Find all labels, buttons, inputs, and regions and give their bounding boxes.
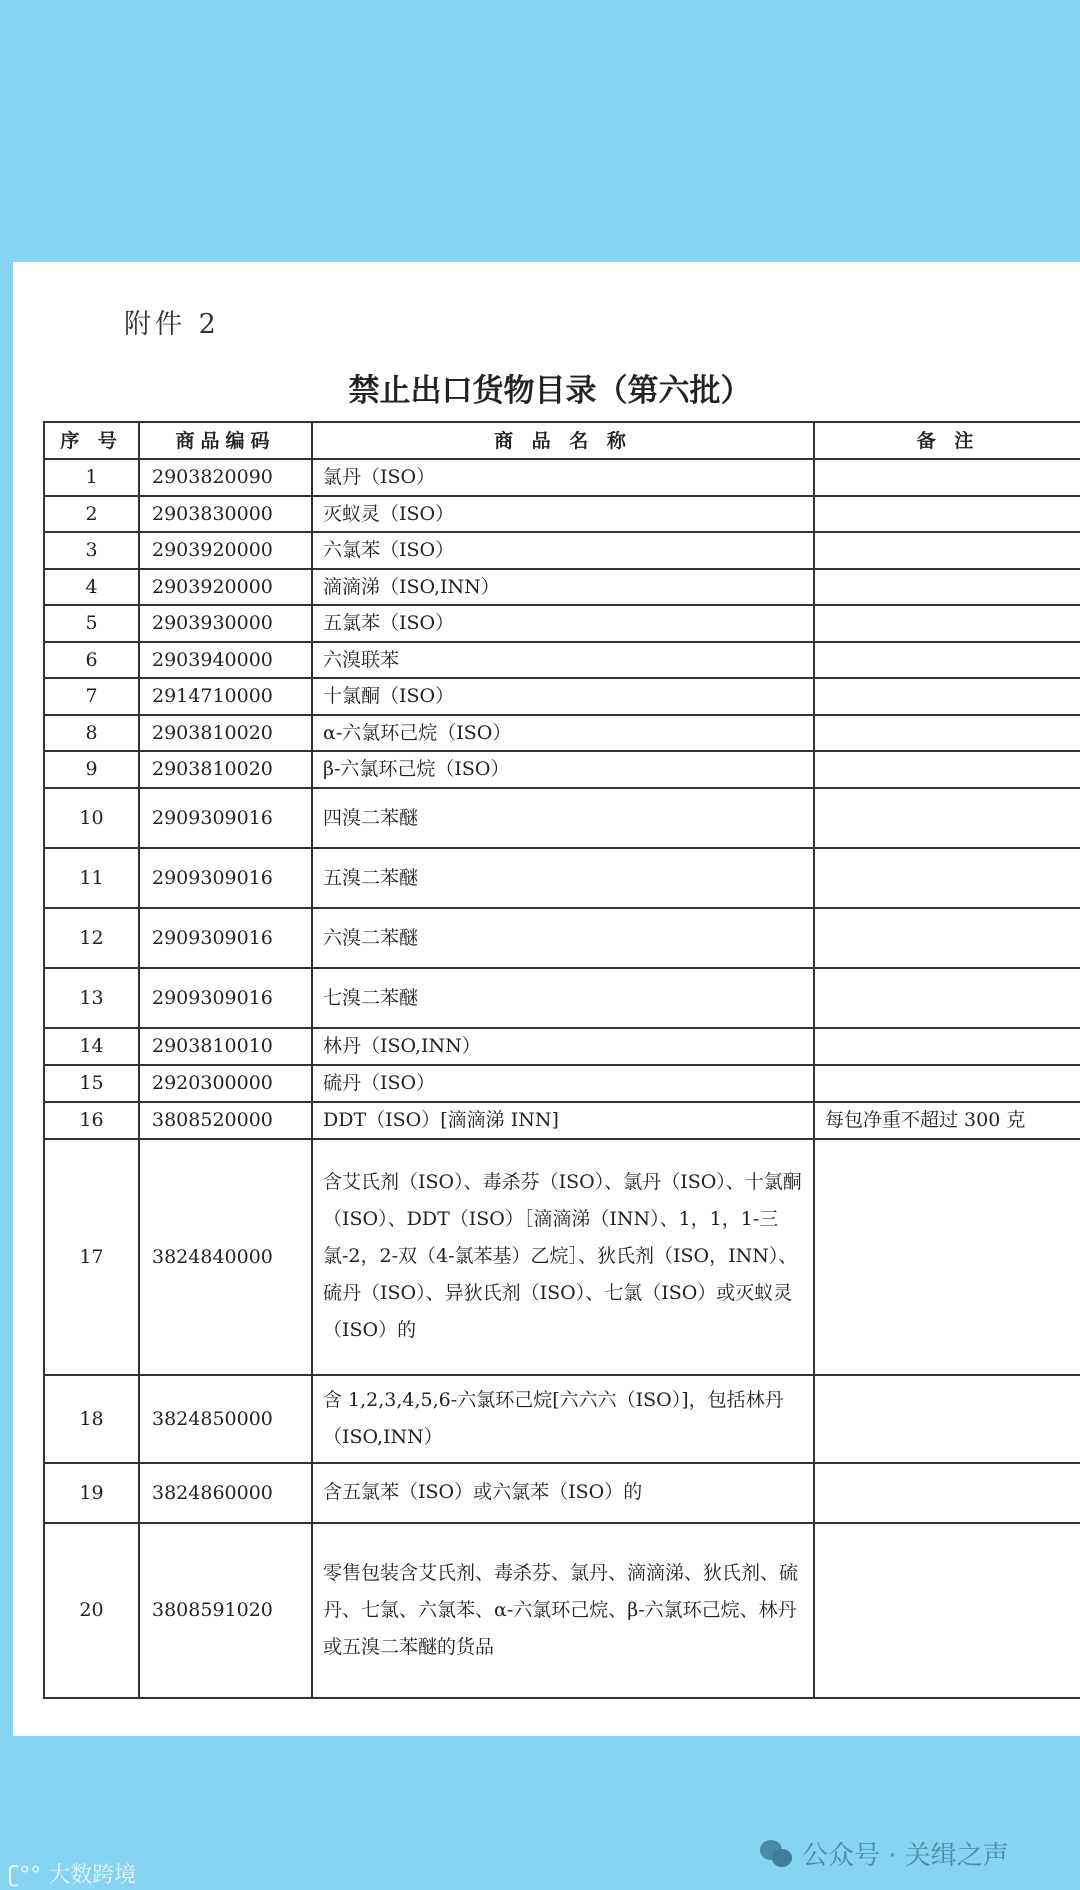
remark	[814, 496, 1080, 533]
commodity-name: 六氯苯（ISO）	[312, 532, 814, 569]
remark	[814, 1065, 1080, 1102]
row-number: 2	[44, 496, 139, 533]
row-number: 15	[44, 1065, 139, 1102]
table-row	[44, 605, 1080, 642]
commodity-code: 2903830000	[139, 496, 312, 533]
row-number: 12	[44, 908, 139, 968]
commodity-name: 含 1,2,3,4,5,6-六氯环己烷[六六六（ISO）]，包括林丹（ISO,INN）	[312, 1375, 814, 1463]
commodity-code: 3808520000	[139, 1102, 312, 1139]
watermark-right: 公众号 · 关缉之声	[760, 1835, 1009, 1872]
remark	[814, 1028, 1080, 1065]
remark	[814, 751, 1080, 788]
commodity-code: 2914710000	[139, 678, 312, 715]
row-number: 7	[44, 678, 139, 715]
table-row	[44, 1463, 1080, 1523]
table-row	[44, 532, 1080, 569]
commodity-code: 2909309016	[139, 908, 312, 968]
remark	[814, 605, 1080, 642]
attachment-label: 附件 2	[124, 309, 220, 340]
commodity-code: 3824840000	[139, 1139, 312, 1375]
row-number: 17	[44, 1139, 139, 1375]
commodity-name: 四溴二苯醚	[312, 788, 814, 848]
commodity-name: 氯丹（ISO）	[312, 459, 814, 496]
commodity-name: 滴滴涕（ISO,INN）	[312, 569, 814, 606]
remark	[814, 678, 1080, 715]
commodity-name: 零售包装含艾氏剂、毒杀芬、氯丹、滴滴涕、狄氏剂、硫丹、七氯、六氯苯、α-六氯环己烷、β-六氯环己烷、林丹或五溴二苯醚的货品	[312, 1523, 814, 1698]
commodity-name: 五溴二苯醚	[312, 848, 814, 908]
remark	[814, 569, 1080, 606]
commodity-code: 2909309016	[139, 788, 312, 848]
commodity-name: 灭蚁灵（ISO）	[312, 496, 814, 533]
table-row	[44, 848, 1080, 908]
row-number: 1	[44, 459, 139, 496]
commodity-code: 2903940000	[139, 642, 312, 679]
table-row	[44, 908, 1080, 968]
commodity-code: 2903920000	[139, 532, 312, 569]
commodity-code: 2903930000	[139, 605, 312, 642]
remark	[814, 1375, 1080, 1463]
commodity-name: 七溴二苯醚	[312, 968, 814, 1028]
table-row	[44, 1028, 1080, 1065]
table-row	[44, 496, 1080, 533]
header-name: 商 品 名 称	[312, 422, 814, 459]
table-row	[44, 1523, 1080, 1698]
commodity-name: 十氯酮（ISO）	[312, 678, 814, 715]
table-row	[44, 1375, 1080, 1463]
row-number: 6	[44, 642, 139, 679]
row-number: 19	[44, 1463, 139, 1523]
row-number: 18	[44, 1375, 139, 1463]
row-number: 4	[44, 569, 139, 606]
row-number: 10	[44, 788, 139, 848]
header-code: 商品编码	[139, 422, 312, 459]
wechat-icon	[760, 1840, 794, 1868]
table-row	[44, 788, 1080, 848]
row-number: 20	[44, 1523, 139, 1698]
table-row	[44, 459, 1080, 496]
row-number: 11	[44, 848, 139, 908]
table-row	[44, 968, 1080, 1028]
commodity-code: 2903810020	[139, 715, 312, 752]
commodity-name: 五氯苯（ISO）	[312, 605, 814, 642]
remark	[814, 908, 1080, 968]
row-number: 8	[44, 715, 139, 752]
table-row	[44, 1139, 1080, 1375]
table-row	[44, 715, 1080, 752]
row-number: 5	[44, 605, 139, 642]
header-note: 备 注	[814, 422, 1080, 459]
logo-icon: ʗ°°	[8, 1863, 49, 1888]
commodity-name: α-六氯环己烷（ISO）	[312, 715, 814, 752]
table-row	[44, 678, 1080, 715]
commodity-code: 2903810020	[139, 751, 312, 788]
row-number: 9	[44, 751, 139, 788]
commodity-name: 林丹（ISO,INN）	[312, 1028, 814, 1065]
commodity-code: 2903810010	[139, 1028, 312, 1065]
commodity-name: 含艾氏剂（ISO）、毒杀芬（ISO）、氯丹（ISO）、十氯酮（ISO）、DDT（ISO）［滴滴涕（INN）、1，1，1-三氯-2，2-双（4-氯苯基）乙烷］、狄氏剂（ISO，INN）、硫丹（ISO）、异狄氏剂（ISO）、七氯（ISO）或灭蚁灵（ISO）的	[312, 1139, 814, 1375]
commodity-code: 3808591020	[139, 1523, 312, 1698]
header-no: 序 号	[44, 422, 139, 459]
commodity-code: 3824850000	[139, 1375, 312, 1463]
commodity-name: β-六氯环己烷（ISO）	[312, 751, 814, 788]
remark	[814, 459, 1080, 496]
commodity-code: 2909309016	[139, 968, 312, 1028]
commodity-name: 硫丹（ISO）	[312, 1065, 814, 1102]
table-row	[44, 1102, 1080, 1139]
remark	[814, 1523, 1080, 1698]
remark	[814, 1463, 1080, 1523]
document-title: 禁止出口货物目录（第六批）	[348, 373, 752, 409]
commodity-code: 2920300000	[139, 1065, 312, 1102]
table-row	[44, 642, 1080, 679]
prohibited-goods-table	[43, 421, 1080, 1699]
commodity-name: 含五氯苯（ISO）或六氯苯（ISO）的	[312, 1463, 814, 1523]
remark	[814, 788, 1080, 848]
row-number: 14	[44, 1028, 139, 1065]
remark	[814, 848, 1080, 908]
remark: 每包净重不超过 300 克	[814, 1102, 1080, 1139]
commodity-name: DDT（ISO）[滴滴涕 INN]	[312, 1102, 814, 1139]
commodity-name: 六溴二苯醚	[312, 908, 814, 968]
table-row	[44, 569, 1080, 606]
commodity-name: 六溴联苯	[312, 642, 814, 679]
remark	[814, 968, 1080, 1028]
row-number: 16	[44, 1102, 139, 1139]
table-row	[44, 751, 1080, 788]
remark	[814, 715, 1080, 752]
table-header-row	[44, 422, 1080, 459]
commodity-code: 2903820090	[139, 459, 312, 496]
row-number: 3	[44, 532, 139, 569]
commodity-code: 3824860000	[139, 1463, 312, 1523]
remark	[814, 1139, 1080, 1375]
commodity-code: 2903920000	[139, 569, 312, 606]
remark	[814, 642, 1080, 679]
watermark-left: ʗ°° 大数跨境	[8, 1863, 137, 1888]
row-number: 13	[44, 968, 139, 1028]
commodity-code: 2909309016	[139, 848, 312, 908]
table-row	[44, 1065, 1080, 1102]
remark	[814, 532, 1080, 569]
